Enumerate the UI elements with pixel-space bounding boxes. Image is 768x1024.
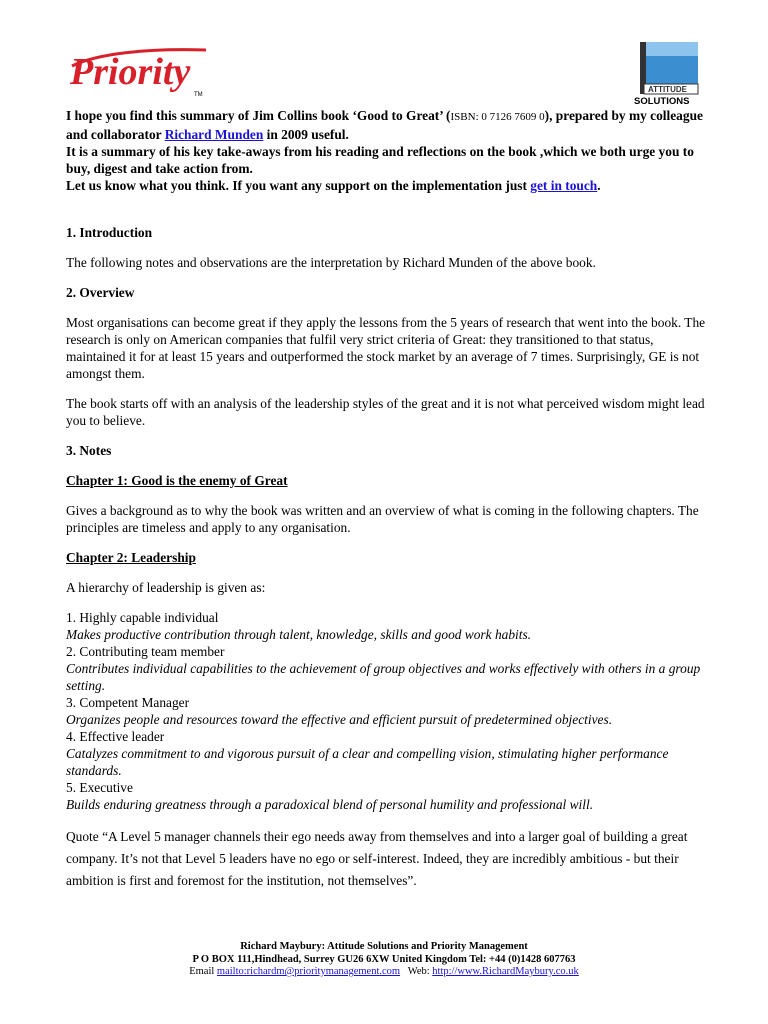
priority-logo-text: Priority [70, 51, 191, 93]
isbn-text: ISBN: 0 7126 7609 0 [450, 111, 545, 123]
chapter-heading-2: Chapter 2: Leadership [66, 550, 196, 565]
introduction-paragraph: The following notes and observations are the interpretation by Richard Munden of the above book. [66, 255, 596, 270]
chapter-1-paragraph: Gives a background as to why the book was written and an overview of what is coming in the following chapters. The principles are timeless and apply to any organisation. [66, 503, 699, 535]
section-heading-overview: 2. Overview [66, 285, 135, 300]
footer-web-label: Web: [400, 966, 433, 977]
overview-paragraph: The book starts off with an analysis of the leadership styles of the great and it is not what perceived wisdom might lead you to believe. [66, 396, 705, 428]
level-description: Organizes people and resources toward the effective and efficient pursuit of predetermined objectives. [66, 712, 613, 727]
section-heading-introduction: 1. Introduction [66, 225, 153, 240]
intro-text: It is a summary of his key take-aways from his reading and reflections on the book ,which we both urge you to buy, digest and take action from. [66, 144, 694, 176]
footer-web-link[interactable]: http://www.RichardMaybury.co.uk [432, 966, 579, 977]
level-title: 3. Competent Manager [66, 695, 190, 710]
attitude-solutions-logo [630, 40, 702, 106]
chapter-heading-1: Chapter 1: Good is the enemy of Great [66, 473, 288, 488]
intro-text: ), prepared by my colleague and collaborator [66, 108, 703, 142]
level-title: 5. Executive [66, 780, 133, 795]
logo-sky-light [642, 42, 698, 56]
trademark-mark: TM [194, 92, 203, 98]
level-description: Builds enduring greatness through a paradoxical blend of personal humility and professional will. [66, 797, 594, 812]
intro-block [66, 107, 706, 194]
page-footer [0, 941, 768, 979]
intro-text: in 2009 useful. [263, 127, 349, 142]
footer-email-link[interactable]: mailto:richardm@prioritymanagement.com [216, 966, 401, 977]
attitude-logo-text: ATTITUDE [648, 85, 687, 94]
level-description: Contributes individual capabilities to the achievement of group objectives and works effectively with others in a group setting. [66, 661, 701, 693]
chapter-2-paragraph: A hierarchy of leadership is given as: [66, 580, 266, 595]
intro-text: . [597, 178, 601, 193]
level-description: Makes productive contribution through talent, knowledge, skills and good work habits. [66, 627, 532, 642]
level-title: 4. Effective leader [66, 729, 165, 744]
overview-paragraph: Most organisations can become great if they apply the lessons from the 5 years of research that went into the book. The research is only on American companies that fulfil very strict criteria of Great: they transitioned to that status, maintained it for at least 15 years and outperformed the stock market by an average of 7 times. Surprisingly, GE is not amongst them. [66, 315, 706, 381]
level-title: 2. Contributing team member [66, 644, 225, 659]
footer-email-label: Email [189, 966, 217, 977]
intro-text: I hope you find this summary of Jim Collins book ‘Good to Great’ ( [66, 108, 451, 123]
get-in-touch-link[interactable]: get in touch [530, 178, 598, 193]
footer-contact [0, 966, 768, 979]
footer-company: Richard Maybury: Attitude Solutions and Priority Management [240, 941, 528, 952]
footer-address: P O BOX 111,Hindhead, Surrey GU26 6XW United Kingdom Tel: +44 (0)1428 607763 [192, 953, 576, 965]
level-description: Catalyzes commitment to and vigorous pursuit of a clear and compelling vision, stimulating higher performance standards. [66, 746, 669, 778]
document-body [66, 107, 706, 892]
leadership-hierarchy-list [66, 609, 706, 813]
section-heading-notes: 3. Notes [66, 443, 112, 458]
richard-munden-link[interactable]: Richard Munden [164, 127, 264, 142]
level-5-quote: Quote “A Level 5 manager channels their ego needs away from themselves and into a larger goal of building a great company. It’s not that Level 5 leaders have no ego or self-interest. Indeed, they are incredibly ambitious - but their ambition is first and foremost for the institution, not themselves”. [66, 829, 688, 888]
solutions-logo-text: SOLUTIONS [634, 96, 690, 106]
priority-logo [66, 40, 216, 102]
intro-text: Let us know what you think. If you want any support on the implementation just [66, 178, 531, 193]
level-title: 1. Highly capable individual [66, 610, 219, 625]
